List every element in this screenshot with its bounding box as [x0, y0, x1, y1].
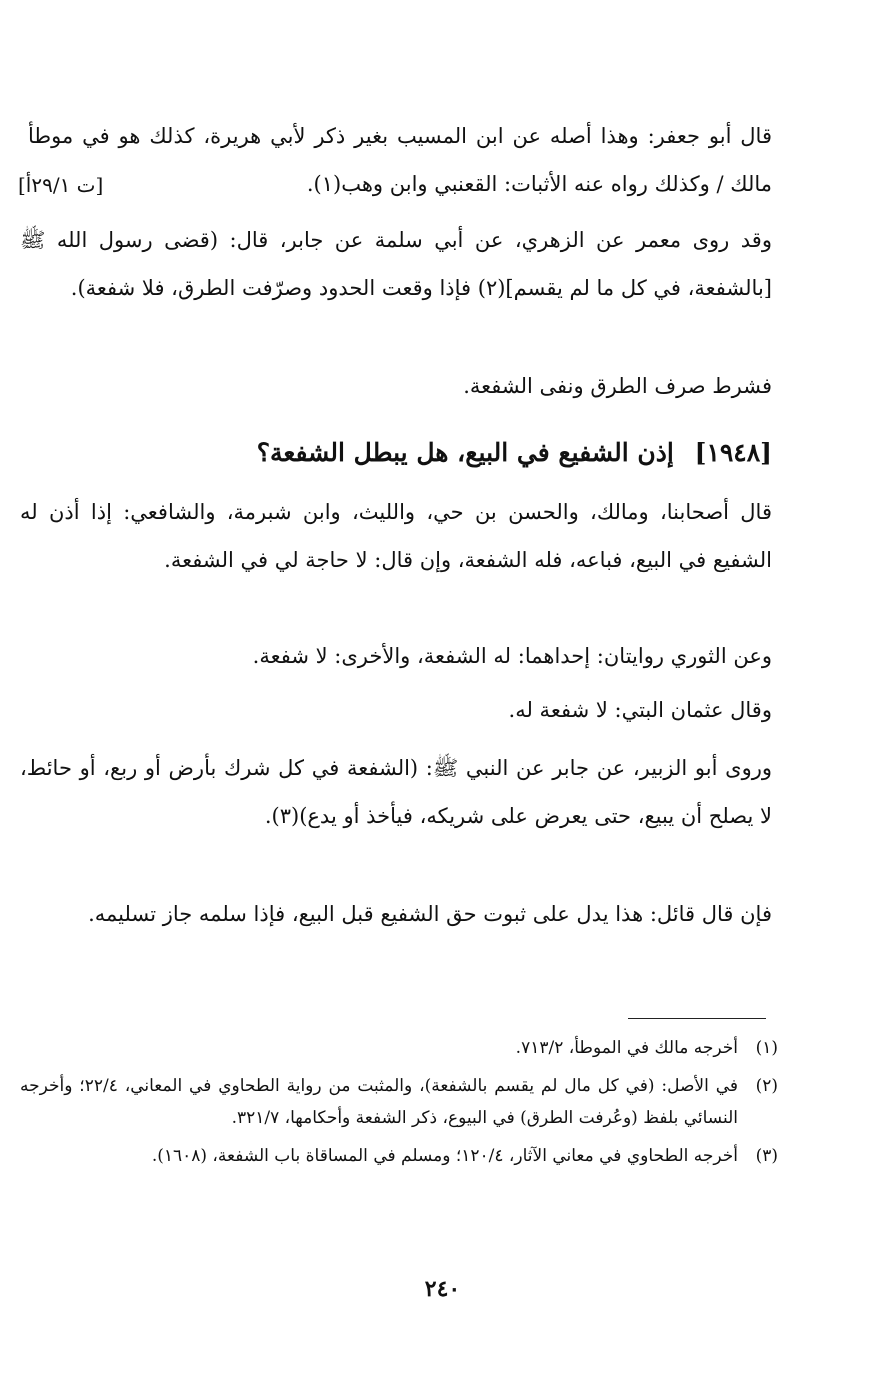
footnote-2 [20, 1070, 778, 1134]
footnote-3 [20, 1140, 778, 1172]
page-number: ٢٤٠ [424, 1276, 461, 1302]
footnote-separator [628, 1018, 766, 1019]
footnote-1 [20, 1032, 778, 1064]
paragraph-thawri: وعن الثوري روايتان: إحداهما: له الشفعة، والأخرى: لا شفعة. [252, 644, 772, 668]
paragraph-objection: فإن قال قائل: هذا يدل على ثبوت حق الشفيع قبل البيع، فإذا سلمه جاز تسليمه. [88, 902, 772, 926]
paragraph-abu-zubair: وروى أبو الزبير، عن جابر عن النبي ﷺ: (الشفعة في كل شرك بأرض أو ربع، أو حائط، لا يصلح أن يبيع، حتى يعرض على شريكه، فيأخذ أو يدع)(٣). [20, 756, 772, 828]
footnote-text: أخرجه الطحاوي في معاني الآثار، ١٢٠/٤؛ ومسلم في المساقاة باب الشفعة، (١٦٠٨). [151, 1146, 738, 1166]
paragraph-condition: فشرط صرف الطرق ونفى الشفعة. [463, 374, 772, 398]
section-number: [١٩٤٨] [694, 438, 772, 467]
footnote-text: في الأصل: (في كل مال لم يقسم بالشفعة)، والمثبت من رواية الطحاوي في المعاني، ٢٢/٤؛ وأخرجه النسائي بلفظ (وعُرفت الطرق) في البيوع، ذكر الشفعة وأحكامها، ٣٢١/٧. [20, 1076, 738, 1128]
section-heading [112, 428, 772, 478]
paragraph-our-companions: قال أصحابنا، ومالك، والحسن بن حي، والليث، وابن شبرمة، والشافعي: إذا أذن له الشفيع في البيع، فباعه، فله الشفعة، وإن قال: لا حاجة لي في الشفعة. [20, 500, 772, 572]
footnote-marker: (٣) [755, 1146, 778, 1166]
paragraph-abu-jafar: قال أبو جعفر: وهذا أصله عن ابن المسيب بغير ذكر لأبي هريرة، كذلك هو في موطأ مالك / وكذلك رواه عنه الأثبات: القعنبي وابن وهب(١). [28, 124, 772, 196]
section-title: إذن الشفيع في البيع، هل يبطل الشفعة؟ [256, 438, 674, 467]
paragraph-uthman-batti: وقال عثمان البتي: لا شفعة له. [508, 698, 772, 722]
footnote-marker: (٢) [755, 1076, 778, 1096]
footnotes-list [20, 1032, 778, 1178]
margin-manuscript-reference: [ت ٢٩/١أ] [18, 173, 104, 197]
paragraph-mamar-narration: وقد روى معمر عن الزهري، عن أبي سلمة عن جابر، قال: (قضى رسول الله ﷺ [بالشفعة، في كل ما لم يقسم](٢) فإذا وقعت الحدود وصرّفت الطرق، فلا شفعة). [20, 228, 772, 300]
footnote-marker: (١) [755, 1038, 778, 1058]
footnote-text: أخرجه مالك في الموطأ، ٧١٣/٢. [515, 1038, 738, 1058]
